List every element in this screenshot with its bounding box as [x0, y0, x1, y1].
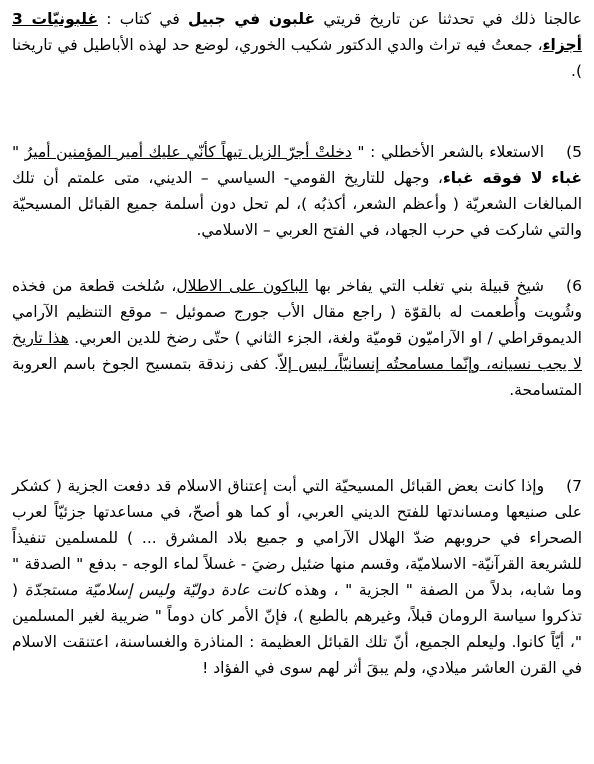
- intro-village-name: غلبون في جبيل: [187, 10, 316, 28]
- item-7-italic-phrase: كانت عادة دوليّة وليس إسلاميّة مستجدّة: [24, 581, 289, 599]
- item-6-text-a: شيخ قبيلة بني تغلب التي يفاخر بها: [308, 277, 545, 295]
- item-6-text-e: . كفى زندقة بتمسيح الجوخ باسم العروبة المتسامحة.: [12, 355, 582, 399]
- item-5-text-a: الاستعلاء بالشعر الأخطلي : ": [351, 143, 545, 161]
- intro-text-e: ، جمعتُ فيه تراث والدي الدكتور شكيب الخوري، لوضع حد لهذه الأباطيل في تاريخنا ).: [12, 36, 582, 80]
- item-5-text-e: ، وجهل للتاريخ القومي- السياسي – الديني، متى علمتم أن تلك المبالغات الشعريّة ( وأعظم الشعر، أكذبُه )، لم تحل دون أسلمة جميع القبائل المسيحيّة والتي شاركت في حرب الجهاد، في الفتح العربي – الاسلامي.: [12, 169, 582, 239]
- item-7-paragraph: [12, 473, 582, 681]
- item-5-text-c: ": [12, 143, 25, 161]
- item-7-text-c: ( تذكروا سياسة الرومان قبلاً، وغيرهم بالطبع )، فإنّ الأمر كان دوماً " ضريبة لغير المسلمين "، أيّاً كانوا. وليعلم الجميع، أنّ تلك القبائل العظيمة : المناذرة والغساسنة، اعتنقت الاسلام في القرن العاشر ميلادي، ولم يبقَ أثر لهم سوى في الفؤاد !: [12, 581, 582, 677]
- item-5-poem-quote: دخلتْ أجرّ الزيل تيهاً كأنّي عليك أمير المؤمنين أميرُ: [24, 143, 352, 161]
- item-5-number: 5): [566, 143, 583, 161]
- item-6-underlined-phrase: الباكون على الاطلال: [176, 277, 309, 295]
- item-7-number: 7): [566, 477, 582, 495]
- item-6-underlined-statement: هذا تاريخ لا يجب نسيانه، وإنّما مسامحتُه إنسانيّاً، ليس إلاّ: [12, 329, 582, 373]
- intro-book-title: غلبونيّات 3 أجزاء: [12, 10, 582, 54]
- item-5-paragraph: [12, 139, 582, 243]
- item-6-text-c: ، سُلخت قطعة من فخذه وشُويت وأُطعمت له بالقوّة ( راجع مقال الأب جورج صموئيل – موقع التنظيم الآرامي الديموقراطي / او الآراميّون قوميّة ولغة، الجزء الثاني ) حتّى رضخ للدين العربي.: [12, 277, 582, 347]
- intro-text-a: عالجنا ذلك في تحدثنا عن تاريخ قريتي: [315, 10, 582, 28]
- intro-text-c: في كتاب :: [98, 10, 188, 28]
- item-7-text-a: وإذا كانت بعض القبائل المسيحيّة التي أبت إعتناق الاسلام قد دفعت الجزية ( كشكر على صنيعها ومساندتها للفتح الديني العربي، أو كما هو أصحّ، في مساعدتها جزئيّاً لعرب الصحراء في حروبهم ضدّ الهلال الآرامي و جميع بلاد المشرق ... ) للمسلمين تنفيذاً للشريعة القرآنيّة- الاسلاميّة، وقسم منها ضئيل رضيَ - غسلاً لماء الوجه - بدفع " الصدقة " وما شابه، بدلاً من الصفة " الجزية " ، وهذه: [12, 477, 582, 599]
- intro-paragraph: [12, 6, 582, 84]
- item-5-emphasis: غباء لا فوقه غباء: [442, 169, 582, 187]
- item-6-number: 6): [566, 277, 582, 295]
- item-6-paragraph: [12, 273, 582, 403]
